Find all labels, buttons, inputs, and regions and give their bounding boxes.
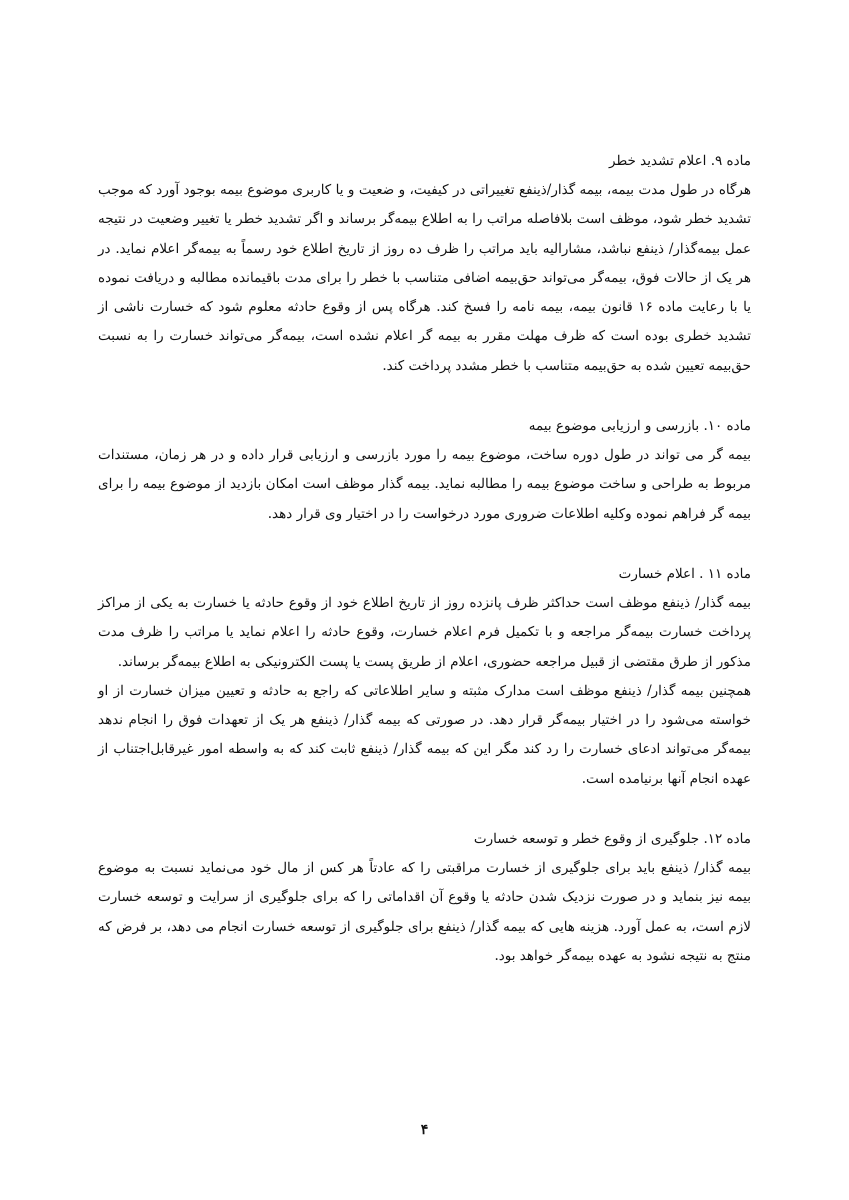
page-number: ۴ (420, 1122, 429, 1138)
article-12-paragraph-1: بیمه گذار/ ذینفع باید برای جلوگیری از خسارت مراقبتی را که عادتاً هر کس از مال خود می‌نماید نسبت به موضوع بیمه نیز بنماید و در صورت نزدیک شدن حادثه یا وقوع آن اقداماتی را که برای جلوگیری از سرایت و توسعه خسارت لازم است، به عمل آورد. هزینه هایی که بیمه گذار/ ذینفع برای جلوگیری از توسعه خسارت انجام می دهد، بر فرض که منتج به نتیجه نشود به عهده بیمه‌گر خواهد بود. (98, 860, 752, 964)
article-11-paragraph-1: بیمه گذار/ ذینفع موظف است حداکثر ظرف پانزده روز از تاریخ اطلاع خود از وقوع حادثه یا خسارت به یکی از مراکز پرداخت خسارت بیمه‌گر مراجعه و با تکمیل فرم اعلام خسارت، وقوع حادثه را اعلام نماید یا مراتب را ظرف مدت مذکور از طرق مقتضی از قبیل مراجعه حضوری، اعلام از طریق پست یا پست الکترونیکی به اطلاع بیمه‌گر برساند. (98, 594, 751, 670)
article-12-heading: ماده ۱۲. جلوگیری از وقوع خطر و توسعه خسارت (473, 831, 751, 848)
article-11-heading: ماده ۱۱ . اعلام خسارت (618, 565, 751, 582)
article-10-heading: ماده ۱۰. بازرسی و ارزیابی موضوع بیمه (528, 418, 751, 435)
article-9-heading: ماده ۹. اعلام تشدید خطر (609, 153, 751, 169)
article-10-paragraph-1: بیمه گر می تواند در طول دوره ساخت، موضوع بیمه را مورد بازرسی و ارزیابی قرار داده و در هر زمان، مستندات مربوط به طراحی و ساخت موضوع بیمه را مطالبه نماید. بیمه گذار موظف است امکان بازدید از موضوع بیمه را برای بیمه گر فراهم نموده وکلیه اطلاعات ضروری مورد درخواست را در اختیار وی قرار دهد. (98, 447, 751, 522)
article-12 (98, 824, 751, 971)
article-11 (98, 559, 751, 794)
article-9-paragraph-1: هرگاه در طول مدت بیمه، بیمه گذار/ذینفع تغییراتی در کیفیت، و ضعیت و یا کاربری موضوع بیمه بوجود آورد که موجب تشدید خطر شود، موظف است بلافاصله مراتب را به اطلاع بیمه‌گر برساند و اگر تشدید خطر یا تغییر وضعیت در نتیجه عمل بیمه‌گذار/ ذینفع نباشد، مشارالیه باید مراتب را ظرف ده روز از تاریخ اطلاع خود رسماً به بیمه‌گر اعلام نماید. در هر یک از حالات فوق، بیمه‌گر می‌تواند حق‌بیمه اضافی متناسب با خطر را برای مدت باقیمانده مطالبه و دریافت نموده یا با رعایت ماده ۱۶ قانون بیمه، بیمه نامه را فسخ کند. هرگاه پس از وقوع حادثه معلوم شود که خسارت ناشی از تشدید خطری بوده است که ظرف مهلت مقرر به بیمه گر اعلام نشده است، بیمه‌گر می‌تواند خسارت را به نسبت حق‌بیمه تعیین شده به حق‌بیمه متناسب با خطر مشدد پرداخت کند. (98, 182, 751, 374)
article-10 (98, 411, 751, 529)
article-9 (98, 146, 751, 381)
article-11-paragraph-2: همچنین بیمه گذار/ ذینفع موظف است مدارک مثبته و سایر اطلاعاتی که راجع به حادثه و تعیین میزان خسارت از او خواسته می‌شود را در اختیار بیمه‌گر قرار دهد. در صورتی که بیمه گذار/ ذینفع هر یک از تعهدات فوق را انجام ندهد بیمه‌گر می‌تواند ادعای خسارت را رد کند مگر این که بیمه گذار/ ذینفع ثابت کند که به واسطه امور غیرقابل‌اجتناب از عهده انجام آنها برنیامده است. (98, 682, 751, 787)
